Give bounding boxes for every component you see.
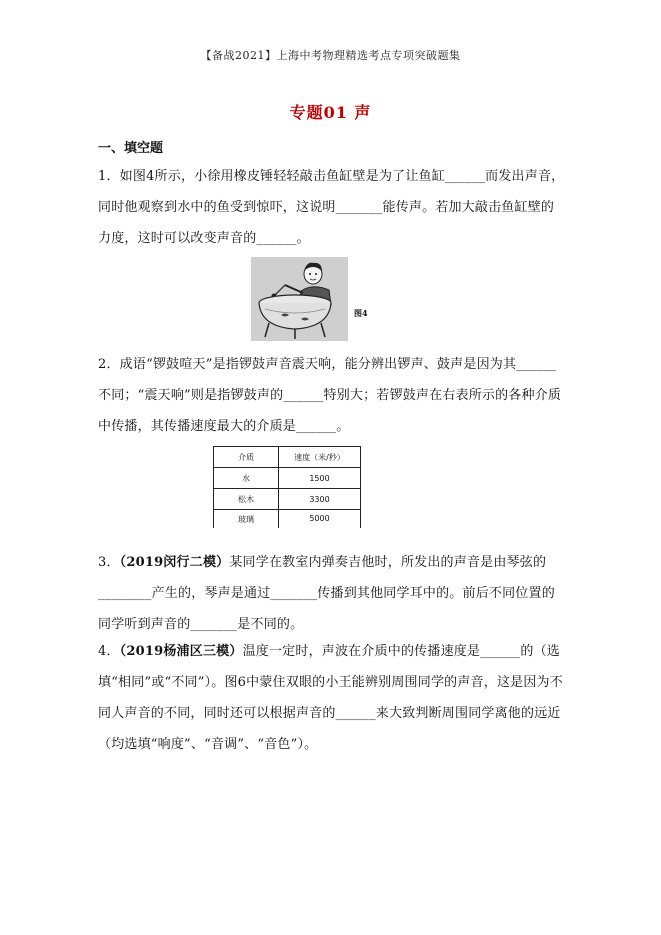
table-cell-medium: 松木 (214, 489, 279, 510)
question-text: 成语“锣鼓喧天”是指锣鼓声音震天响，能分辨出锣声、鼓声是因为其______不同；“震天响”则是指锣鼓声的______特别大；若锣鼓声在右表所示的各种介质中传播，其传播速度最大的介质是______。 (98, 357, 562, 434)
question-source: （2019闵行二模） (119, 555, 230, 570)
table-row (214, 468, 361, 489)
page-header: 【备战2021】上海中考物理精选考点专项突破题集 (200, 49, 461, 62)
question-source: （2019杨浦区三模） (119, 644, 243, 659)
table-row (214, 489, 361, 510)
question-text: 温度一定时，声波在介质中的传播速度是______的（选填“相同”或“不同”）。图6中蒙住双眼的小王能辨别周围同学的声音，这是因为不同人声音的不同，同时还可以根据声音的______来大致判断周围同学离他的远近（均选填“响度”、“音调”、“音色”）。 (98, 644, 563, 752)
figure-caption: 图4 (354, 308, 368, 318)
question-number: 3． (98, 555, 120, 570)
table-cell-medium: 水 (214, 468, 279, 489)
sound-speed-table (213, 446, 361, 528)
question-1 (98, 161, 566, 254)
question-text: 某同学在教室内弹奏吉他时，所发出的声音是由琴弦的________产生的，琴声是通过_______传播到其他同学耳中的。前后不同位置的同学听到声音的_______是不同的。 (98, 555, 555, 632)
section-heading: 一、填空题 (98, 141, 164, 156)
question-text: 如图4所示，小徐用橡皮锤轻轻敲击鱼缸壁是为了让鱼缸______而发出声音，同时他观察到水中的鱼受到惊吓，这说明_______能传声。若加大敲击鱼缸壁的力度，这时可以改变声音的______。 (98, 169, 565, 246)
question-2 (98, 349, 566, 442)
question-number: 1． (98, 169, 120, 184)
question-number: 4． (98, 644, 120, 659)
table-header-speed: 速度（米/秒） (279, 447, 361, 468)
table-cell-speed: 1500 (279, 468, 361, 489)
table-cell-speed: 3300 (279, 489, 361, 510)
figure-fish-tank-illustration (251, 257, 348, 341)
boy-tapping-fish-tank-image (251, 257, 348, 341)
page-title: 专题01 声 (289, 103, 372, 122)
table-cell-speed: 5000 (279, 510, 361, 529)
question-4 (98, 636, 566, 760)
table-header-row (214, 447, 361, 468)
table-cell-medium: 玻璃 (214, 510, 279, 529)
question-number: 2． (98, 357, 120, 372)
question-3 (98, 547, 566, 640)
table-row (214, 510, 361, 529)
table-header-medium: 介质 (214, 447, 279, 468)
